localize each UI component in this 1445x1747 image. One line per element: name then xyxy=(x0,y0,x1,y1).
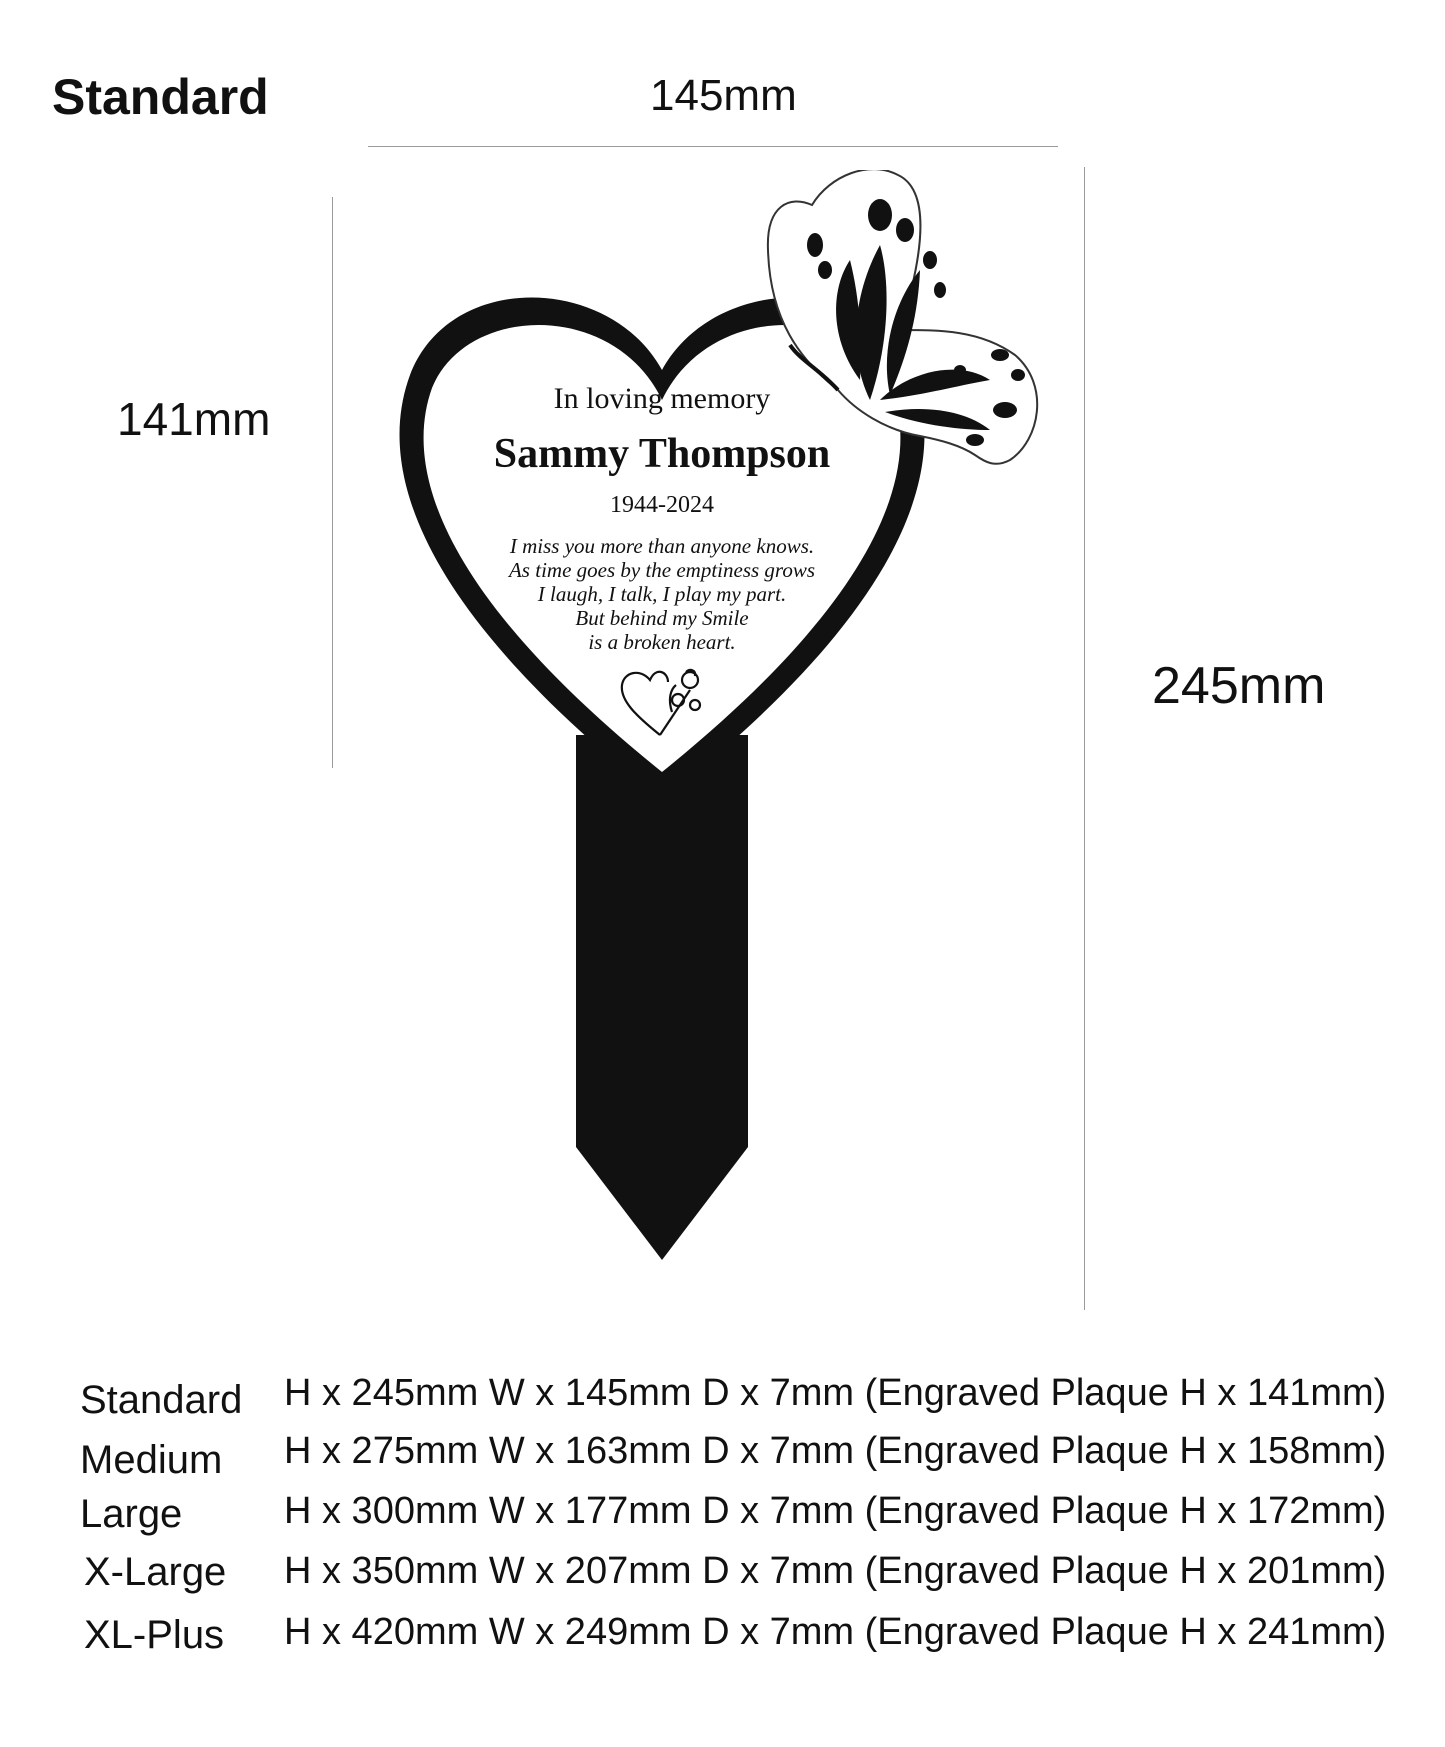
page-title: Standard xyxy=(52,69,269,125)
plaque-heading: In loving memory xyxy=(553,382,771,415)
size-spec: H x 300mm W x 177mm D x 7mm (Engraved Plaque H x 172mm) xyxy=(284,1490,1387,1532)
size-name: X-Large xyxy=(84,1550,227,1594)
plaque-dates: 1944-2024 xyxy=(610,492,714,518)
size-spec: H x 275mm W x 163mm D x 7mm (Engraved Plaque H x 158mm) xyxy=(284,1430,1387,1472)
memorial-stake xyxy=(390,170,1060,1270)
plaque-verse-line-3: I laugh, I talk, I play my part. xyxy=(537,582,787,606)
width-dimension-label: 145mm xyxy=(650,71,797,120)
plaque-verse-line-2: As time goes by the emptiness grows xyxy=(508,558,816,582)
plaque-name: Sammy Thompson xyxy=(493,431,831,477)
width-dimension-line xyxy=(368,146,1058,147)
size-spec: H x 420mm W x 249mm D x 7mm (Engraved Plaque H x 241mm) xyxy=(284,1611,1387,1653)
size-name: Large xyxy=(80,1492,183,1536)
total-height-dimension-line xyxy=(1084,167,1085,1310)
size-spec: H x 350mm W x 207mm D x 7mm (Engraved Plaque H x 201mm) xyxy=(284,1550,1387,1592)
stake-spike xyxy=(576,735,748,1260)
plaque-verse-line-4: But behind my Smile xyxy=(575,606,749,630)
total-height-dimension-label: 245mm xyxy=(1152,657,1326,715)
size-name: Standard xyxy=(80,1378,243,1422)
plaque-height-dimension-label: 141mm xyxy=(117,393,271,445)
size-spec: H x 245mm W x 145mm D x 7mm (Engraved Plaque H x 141mm) xyxy=(284,1372,1387,1414)
size-name: XL-Plus xyxy=(84,1613,225,1657)
plaque-verse-line-1: I miss you more than anyone knows. xyxy=(509,534,815,558)
plaque-verse-line-5: is a broken heart. xyxy=(588,630,736,654)
size-name: Medium xyxy=(80,1438,223,1482)
plaque-height-dimension-line xyxy=(332,197,333,768)
